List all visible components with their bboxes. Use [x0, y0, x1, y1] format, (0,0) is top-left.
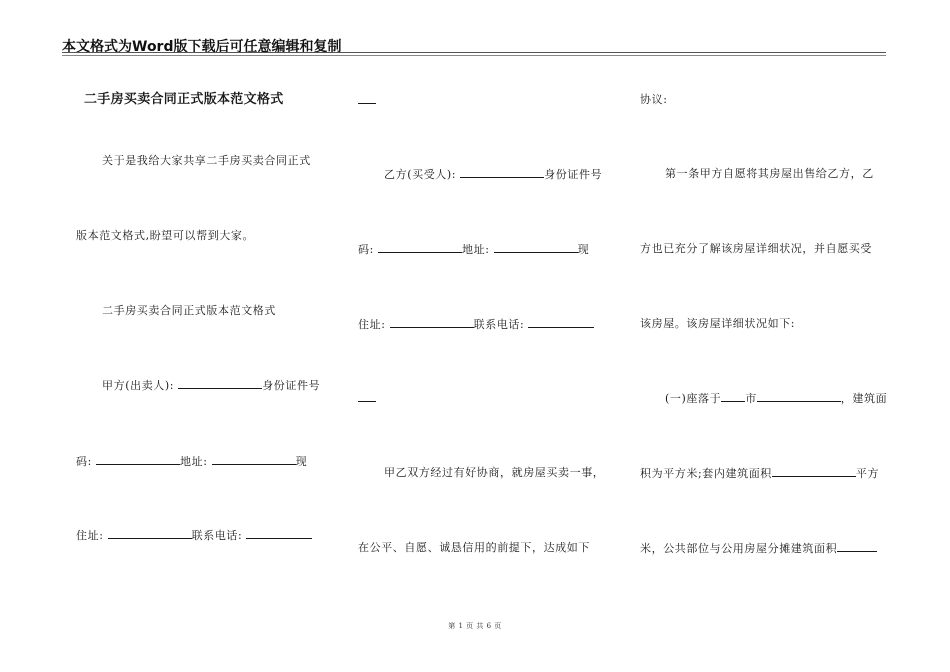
article-1-line-2: 方也已充分了解该房屋详细状况，并自愿买受 — [640, 242, 872, 255]
id-number-field[interactable] — [96, 454, 180, 465]
agreement-label: 协议: — [640, 93, 668, 106]
area-line — [640, 466, 879, 481]
address-label: 地址: — [462, 243, 490, 256]
address-field[interactable] — [494, 242, 578, 253]
location-label: (一)座落于 — [665, 392, 722, 405]
city-field[interactable] — [721, 391, 745, 402]
blank-continuation-2 — [358, 391, 376, 406]
address-field[interactable] — [212, 454, 296, 465]
residence-field[interactable] — [108, 528, 192, 539]
shared-area-field[interactable] — [837, 541, 877, 552]
phone-label: 联系电话: — [191, 529, 243, 542]
header-rule — [62, 52, 886, 53]
subtitle: 二手房买卖合同正式版本范文格式 — [102, 304, 276, 317]
page-title: 二手房买卖合同正式版本范文格式 — [84, 92, 284, 107]
header-rule-thin — [62, 55, 886, 56]
city-label: 市 — [745, 392, 757, 405]
phone-field[interactable] — [246, 528, 312, 539]
party-b-line — [384, 167, 602, 182]
square-label: 平方 — [855, 467, 880, 480]
area-label: ，建筑面 — [840, 392, 888, 405]
party-b-label: 乙方(买受人): — [384, 168, 457, 181]
id-label: 身份证件号 — [544, 168, 603, 181]
party-a-line — [102, 378, 320, 393]
intro-line-1: 关于是我给大家共享二手房买卖合同正式 — [102, 154, 311, 167]
code-address-line — [76, 454, 307, 469]
residence-label: 住址: — [358, 318, 386, 331]
agreement-line-2: 在公平、自愿、诚恳信用的前提下，达成如下 — [358, 541, 590, 554]
area-text: 积为平方米;套内建筑面积 — [640, 467, 772, 480]
current-label: 现 — [577, 243, 590, 256]
phone-label: 联系电话: — [473, 318, 525, 331]
address-label: 地址: — [180, 455, 208, 468]
blank-field[interactable] — [358, 391, 376, 402]
intro-line-2: 版本范文格式,盼望可以帮到大家。 — [76, 229, 255, 242]
residence-label: 住址: — [76, 529, 104, 542]
id-label: 身份证件号 — [262, 379, 321, 392]
inner-area-field[interactable] — [772, 466, 856, 477]
residence-phone-line — [358, 317, 594, 332]
blank-field[interactable] — [358, 93, 376, 104]
article-1-line-1: 第一条甲方自愿将其房屋出售给乙方，乙 — [665, 167, 874, 180]
residence-phone-line — [76, 528, 312, 543]
location-field[interactable] — [757, 391, 841, 402]
location-line — [665, 391, 887, 406]
article-1-line-3: 该房屋。该房屋详细状况如下: — [640, 317, 796, 330]
agreement-line-1: 甲乙双方经过有好协商，就房屋买卖一事， — [384, 466, 605, 479]
shared-area-text: 米，公共部位与公用房屋分摊建筑面积 — [640, 542, 838, 555]
party-b-name-field[interactable] — [460, 167, 544, 178]
phone-field[interactable] — [528, 317, 594, 328]
code-address-line — [358, 242, 589, 257]
code-label: 码: — [358, 243, 374, 256]
document-header: 本文格式为Word版下载后可任意编辑和复制 — [62, 39, 342, 55]
blank-continuation-1 — [358, 93, 376, 108]
residence-field[interactable] — [390, 317, 474, 328]
party-a-label: 甲方(出卖人): — [102, 379, 175, 392]
id-number-field[interactable] — [378, 242, 462, 253]
current-label: 现 — [295, 455, 308, 468]
party-a-name-field[interactable] — [178, 378, 262, 389]
code-label: 码: — [76, 455, 92, 468]
page-number: 第 1 页 共 6 页 — [448, 622, 502, 630]
shared-area-line — [640, 541, 877, 556]
